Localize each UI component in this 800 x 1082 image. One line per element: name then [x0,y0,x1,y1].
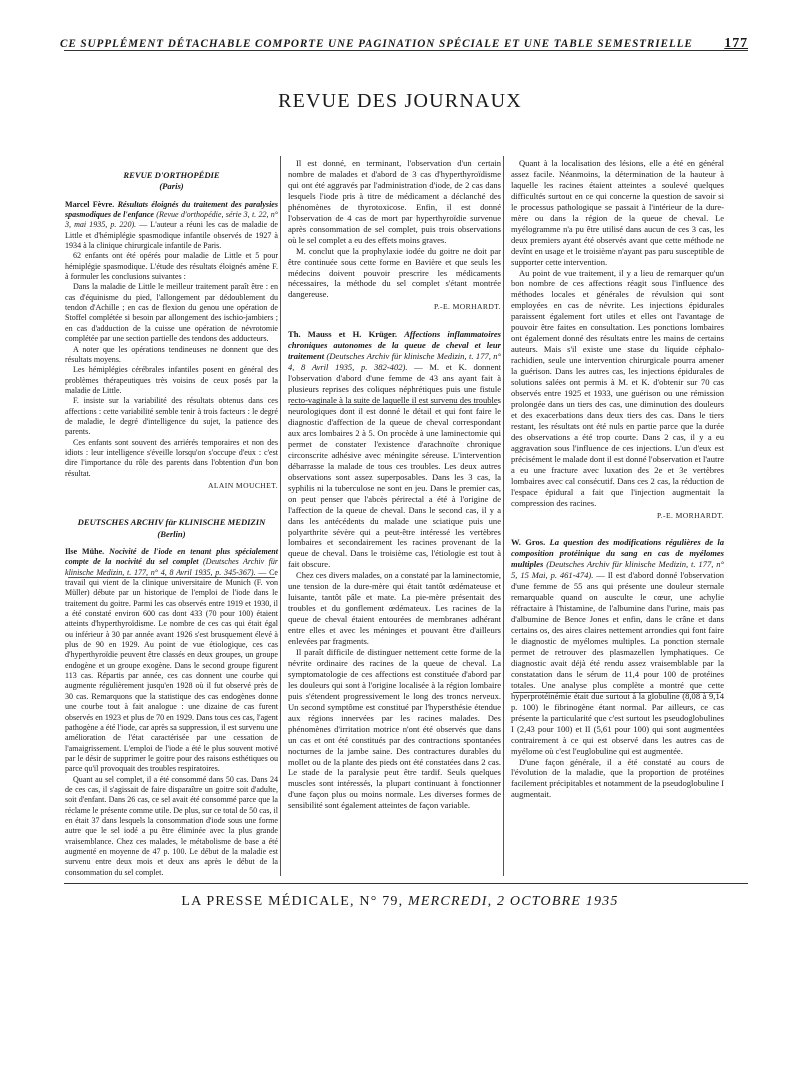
article-header: Ilse Mühe. Nocivité de l'iode en tenant plus spécialement compte de la nocivité du sel complet (Deutsches Archiv für klinische Medizin, t. 177, n° 4, 8 Avril 1935, p. 345-367). — Ce travail qui vient de la clinique universitaire de Munich (F. von Müller) débute par un historique de l'emploi de l'iode dans le traitement du goitre. Parmi les cas observés entre 1919 et 1930, il a été constaté environ 600 cas dont 433 (70 pour 100) étaient atteints d'hyperthyroïdisme. Le nombre de ces cas qui était égal ou inférieur à 30 par année avant 1926 s'est brusquement élevé à plus de 90 en 1929. Au point de vue étiologique, ces cas d'hyperthyroïdie peuvent être classés en deux groupes, un groupe endogène et un groupe exogène. Dans le second groupe figurent 113 cas. Répartis par année, ces cas donnent une courbe qui augmente régulièrement jusqu'en 1928 où il fut observé près de 30 cas. Remarquons que la statistique des cas endogènes donne une courbe tout à fait analogue : une dizaine de cas furent observés en 1923 et plus de 70 en 1929. Dans tous ces cas, l'agent pathogène a été l'iode, car après sa suppression, il est survenu une amélioration de l'état caractérisée par une cessation de l'amaigrissement. L'emploi de l'iode a été le plus souvent motivé par le désir de supprimer le goitre pour des raisons esthétiques ou parce qu'il provoquait des troubles respiratoires. [65,547,279,774]
paragraph: A noter que les opérations tendineuses ne donnent que des résultats moyens. [65,344,278,364]
paragraph: Quant à la localisation des lésions, elle a été en général assez facile. Néanmoins, la détermination de la hauteur à laquelle les racines étaient atteintes a soulevé quelques difficultés surtout en ce qui concerne la question de savoir si le processus pathologique se passait à l'intérieur de la dure-mère ou dans la région de la queue de cheval. Le myélogramme n'a pu être utilisé dans aucun de ces 3 cas, les deux premiers ayant été observés avant que cette méthode ne devînt en usage et le troisième n'ayant pas paru susceptible de supporter cette intervention. [511,158,724,267]
paragraph: D'une façon générale, il a été constaté au cours de l'évolution de la maladie, que la proportion de protéines facilement précipitables et notamment de la pseudoglobuline I augmentait. [511,756,724,800]
article-title: Résultats éloignés du traitement des paralysies spasmodiques de l'enfance [65,199,279,220]
column-divider [503,156,504,876]
article-title: Nocivité de l'iode en tenant plus spécialement compte de la nocivité du sel complet [65,547,278,567]
journal-heading: DEUTSCHES ARCHIV für KLINISCHE MEDIZIN [77,517,266,528]
signature: P.-E. MORHARDT. [433,302,501,312]
article-citation: (Deutsches Archiv für klinische Medizin, t. 177, n° 4, 8 Avril 1935, p. 345-367). [65,557,279,577]
article-title: La question des modifications régulières de la composition protéinique du sang en cas de myélomes multiples [511,537,724,570]
header-rule [64,50,748,51]
page-title: REVUE DES JOURNAUX [278,90,522,112]
journal-city: (Berlin) [157,528,186,539]
footer-rule [64,883,748,884]
section-rule [68,577,275,578]
section-rule [290,404,498,405]
paragraph: Dans la maladie de Little le meilleur traitement paraît être : en cas d'équinisme du pied, l'allongement par dédoublement du tendon d'Achille ; en cas de flexion du genou une opération de Stoffel complétée si besoin par allongement des ischio-jambiers ; en cas d'adduction de la cuisse une opération de névrotomie complétée par une section partielle des tendons des adducteurs. [65,282,278,344]
article-header: Marcel Fèvre. Résultats éloignés du traitement des paralysies spasmodiques de l'enfance (Revue d'orthopédie, série 3, t. 22, n° 3, mai 1935, p. 220). — L'auteur a réuni les cas de maladie de Little et d'hémiplégie spasmodique infantile observés de 1927 à 1934 à la clinique chirurgicale infantile de Paris. [65,199,279,251]
footer-journal: LA PRESSE MÉDICALE, N° 79, [181,894,404,909]
article [65,547,278,878]
paragraph: Quant au sel complet, il a été consommé dans 50 cas. Dans 24 de ces cas, il s'agissait de faire disparaître un goitre soit d'adulte, soit d'enfant. Dans 26 cas, ce sel avait été consommé parce que la réclame le présente comme utile. De plus, sur ce total de 50 cas, il en était 37 dans lesquels la consommation d'iode sous une forme autre que le sel iodé a pu être éliminée avec la plus grande vraisemblance. Chez ces malades, le métabolisme de base a été augmenté en moyenne de 47 p. 100. Le début de la maladie est survenu entre deux mois et deux ans après le début de la consommation du sel complet. [65,774,278,877]
paragraph: 62 enfants ont été opérés pour maladie de Little et 5 pour hémiplégie spasmodique. L'étude des résultats éloignés amène F. à formuler les conclusions suivantes : [65,251,278,282]
signature: P.-E. MORHARDT. [656,510,724,520]
article [511,537,724,800]
paragraph: M. conclut que la prophylaxie iodée du goitre ne doit par être continuée sous cette forme en Bavière et que seuls les médecins doivent pouvoir prescrire les médicaments nécessaires, la méthode du sel complet s'étant montrée dangereuse. [288,245,501,300]
section-rule [513,692,721,693]
article-header: W. Gros. La question des modifications régulières de la composition protéinique du sang en cas de myélomes multiples (Deutsches Archiv für klinische Medizin, t. 177, n° 5, 15 Mai, p. 461-474). — Il est d'abord donné l'observation d'une femme de 55 ans qui présente une douleur sternale remarquable quand on ausculte le cœur, une achylie réfractaire à l'histamine, de l'albumine dans l'urine, mais pas d'albumine de Bence Jones et enfin, dans le crâne et dans certains os, des aires claires nettement arrondies qui font faire le diagnostic de myélomes multiples. La ponction sternale permet de retrouver des plasmazellen lymphatiques. Ce diagnostic avait déjà été rendu assez vraisemblable par la constatation dans le sérum de 11,4 pour 100 de protéines totales. Une analyse plus complète a montré que cette hyperprotéinémie était due surtout à la globuline (8,08 à 9,14 p. 100) le fibrinogène étant normal. Par ailleurs, ce cas présente la particularité que c'est surtout les pseudoglobulines I (2,43 pour 100) et II (5,61 pour 100) qui sont augmentées contrairement à ce qui est observé dans les autres cas de myélome où c'est l'euglobuline qui est augmentée. [511,537,724,756]
paragraph: F. insiste sur la variabilité des résultats obtenus dans ces affections : cette variabilité semble tenir à trois facteurs : le degré de maladie, le degré d'intelligence du sujet, la patience des parents. [65,396,278,437]
article [288,329,501,811]
footer-date: MERCREDI, 2 OCTOBRE 1935 [408,894,619,909]
paragraph: Au point de vue traitement, il y a lieu de remarquer qu'un bon nombre de ces affections réagit sous l'influence des méthodes locales et générales de révulsion qui sont employées en cas de névrite. Les injections épidurales paraissent également fort utiles et elles ont l'avantage de pouvoir être faites en consultation. Les ponctions lombaires ont également donné des résultats entre les mains de certains auteurs. Mais s'il existe une stase du liquide céphalo-rachidien, seule une intervention chirurgicale pourra amener la guérison. Dans les autres cas, les injections épidurales de solutions salées ont permis à M. et K. d'obtenir sur 70 cas observés entre 1925 et 1933, une guérison ou une rémission prolongée dans un tiers des cas, une diminution des douleurs et des exacerbations dans deux tiers des cas. Dans le tiers restant, les résultats ont été nuls en partie parce que la durée des observations a été trop courte. Dans 2 cas, il y a eu aggravation sous l'influence de ces injections. L'un d'eux est précisément le malade dont il est donné l'observation et l'autre a eu une fracture avec luxation des 2e et 3e vertèbres lombaires avec cal consécutif. Dans ces 2 cas, la réduction de l'espace épidural a fait que l'injection augmentait la compression des racines. [511,267,724,508]
paragraph: Il est donné, en terminant, l'observation d'un certain nombre de malades et d'abord de 3 cas d'hyperthyroïdisme qui ont été aggravés par l'administration d'iode, de 2 cas dans lesquels l'iode pris à titre de médicament a déclanché des phénomènes de thyrotoxicose. Enfin, il est donné l'observation de 4 cas de mort par hyperthyroïdie survenue après consommation de sel complet, puis trois observations où le sel complet a eu des effets moins graves. [288,158,501,245]
article-citation: (Deutsches Archiv für klinische Medizin, t. 177, n° 4, 8 Avril 1935, p. 382-402). [288,351,501,373]
paragraph: Ces enfants sont souvent des arriérés temporaires et non des idiots : leur intelligence s'éveille lorsqu'on s'occupe d'eux : c'est dire l'importance du rôle des parents dans l'obtention d'un bon résultat. [65,437,278,478]
signature: ALAIN MOUCHET. [208,480,278,490]
article-citation: (Deutsches Archiv für klinische Medizin, t. 177, n° 5, 15 Mai, p. 461-474). [511,559,724,581]
journal-city: (Paris) [159,181,184,192]
supplement-notice: CE SUPPLÉMENT DÉTACHABLE COMPORTE UNE PAGINATION SPÉCIALE ET UNE TABLE SEMESTRIELLE [60,38,693,50]
article-citation: (Revue d'orthopédie, série 3, t. 22, n° 3, mai 1935, p. 220). [65,210,279,230]
column-3 [511,158,724,800]
paragraph: Les hémiplégies cérébrales infantiles posent en général des problèmes thérapeutiques très voisins de ceux posés par la maladie de Little. [65,365,278,395]
paragraph: Il paraît difficile de distinguer nettement cette forme de la névrite ordinaire des racines de la queue de cheval. La symptomatologie de ces affections est constituée d'abord par les douleurs qui sont à l'origine localisée à la région lombaire puis s'étendent progressivement le long des troncs nerveux. Un second symptôme est constitué par l'hypersthésie étendue aux régions innervées par les racines malades. Des phénomènes d'irritation motrice n'ont été observés que dans un cas et ont été constitués par des contractions spontanées nocturnes de la jambe saine. Des contractures durables du mollet ou de la plante des pieds ont été constatées dans 2 cas. Le stade de la paralysie peut être tardif. Seuls quelques muscles sont intéressés, la plupart continuant à fonctionner d'une façon plus ou moins normale. Les diverses formes de sensibilité sont également atteintes de façon variable. [288,646,501,811]
article [65,200,278,492]
column-2 [288,158,501,811]
page-number: 177 [724,36,748,51]
article-title: Affections inflammatoires chroniques autonomes de la queue de cheval et leur traitement [288,329,502,362]
page-footer [0,894,800,910]
journal-heading: REVUE D'ORTHOPÉDIE [123,170,220,180]
paragraph: Chez ces divers malades, on a constaté par la laminectomie, une tension de la dure-mère qui était tantôt œdémateuse et luisante, tantôt pâle et mate. La pie-mère présentait des troubles et du gonflement œdémateux. Les racines de la queue de cheval étaient entourées de membranes adhérant entre elles et avec les méninges et pouvant être d'ailleurs enlevées par fragments. [288,570,501,647]
column-1 [65,158,278,878]
article-header: Th. Mauss et H. Krüger. Affections inflammatoires chroniques autonomes de la queue de cheval et leur traitement (Deutsches Archiv für klinische Medizin, t. 177, n° 4, 8 Avril 1935, p. 382-402). — M. et K. donnent l'observation d'abord d'une femme de 43 ans ayant fait à plusieurs reprises des coliques néphrétiques puis une fistule recto-vaginale à la suite de laquelle il est survenu des troubles neurologiques dont il est donné le détail et qui font faire le diagnostic d'affection de la queue de cheval correspondant aux arcs lombaires 2 à 5. On procède à une laminectomie qui permet de constater l'existence d'arachnoïte chronique circonscrite adhésive avec méningite séreuse. L'intervention débarrasse la malade de tous ces troubles. Les deux autres observations sont assez superposables. Dans les 3 cas, la syphilis ni la tuberculose ne sont en jeu. Dans le premier cas, on peut penser que l'abcès périrectal a été à l'origine de l'affection de la queue de cheval. Dans le second cas, il y a dans les antécédents du malade une sciatique puis une polyarthrite sévère qui a peut-être intéressé les vertèbres lombaires et secondairement les racines provenant de la queue de cheval. Dans le troisième cas, l'étiologie est tout à fait obscure. [288,329,502,570]
column-divider [280,156,281,876]
